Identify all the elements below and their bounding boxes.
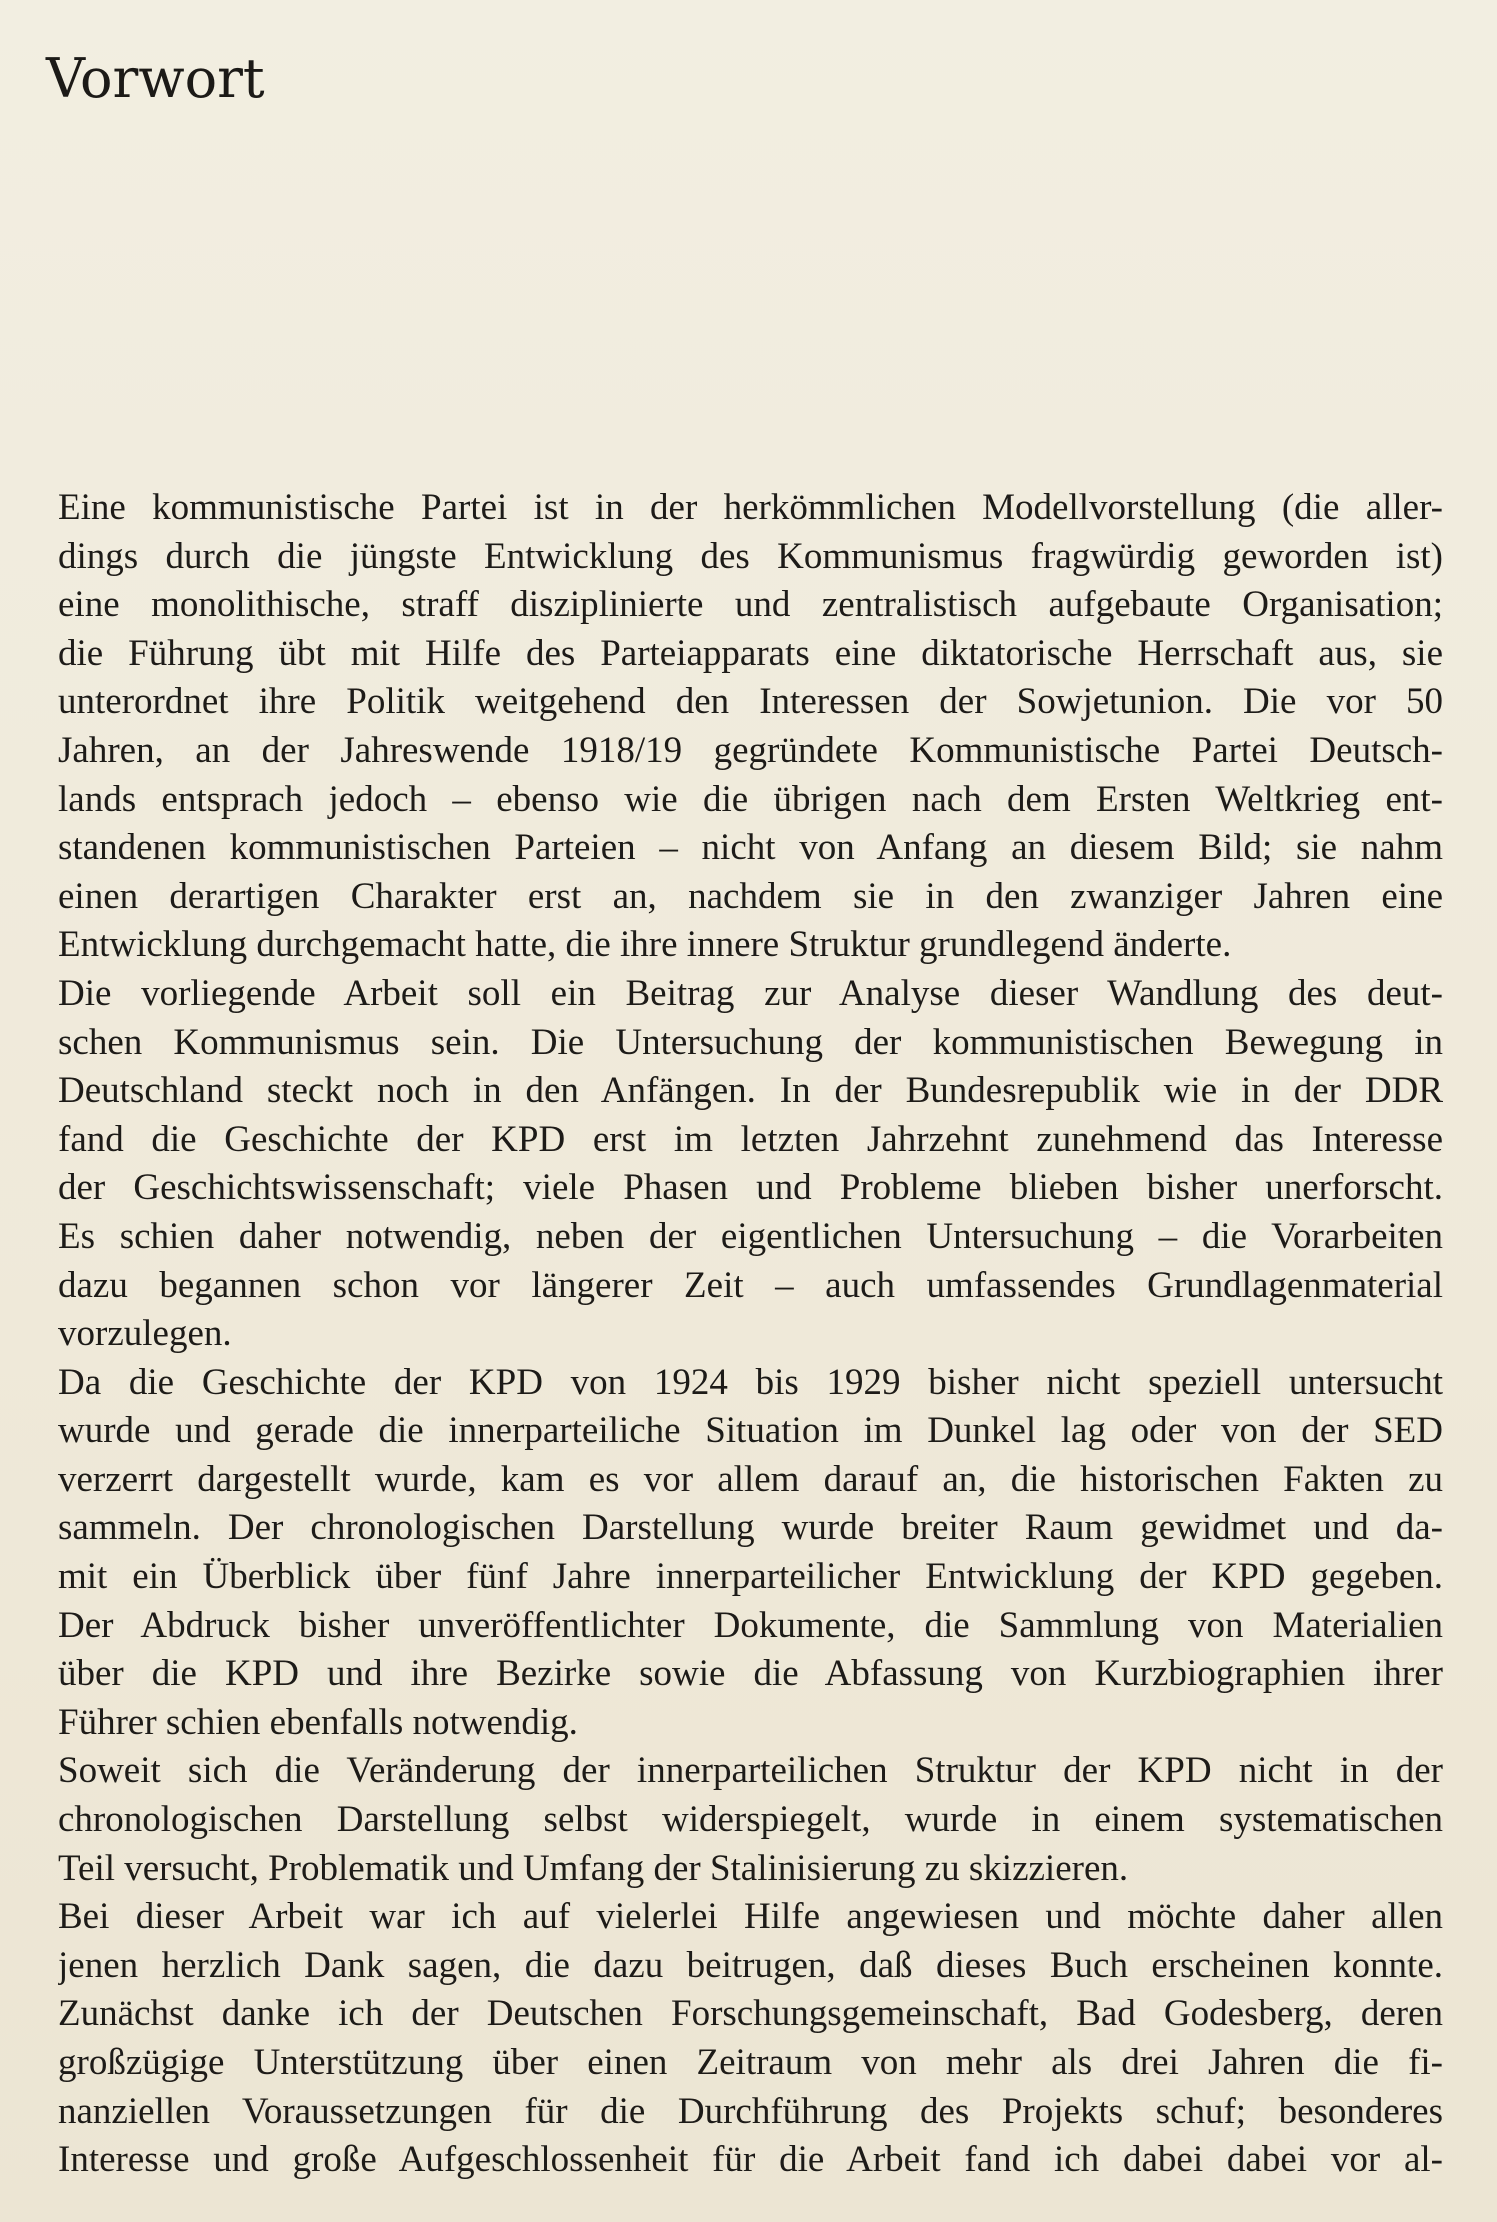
paragraph-1 — [58, 484, 1443, 970]
text-line: Deutschland steckt noch in den Anfängen. In der Bundesrepublik wie in der DDR — [58, 1070, 1443, 1112]
text-line: wurde und gerade die innerparteiliche Situation im Dunkel lag oder von der SED — [58, 1410, 1443, 1452]
text-line: Entwicklung durchgemacht hatte, die ihre innere Struktur grundlegend änderte. — [58, 924, 1232, 966]
text-line: Teil versucht, Problematik und Umfang der Stalinisierung zu skizzieren. — [58, 1847, 1129, 1889]
text-line: einen derartigen Charakter erst an, nachdem sie in den zwanziger Jahren eine — [58, 875, 1443, 917]
text-line: Jahren, an der Jahreswende 1918/19 gegründete Kommunistische Partei Deutsch- — [58, 729, 1443, 771]
text-line: chronologischen Darstellung selbst widerspiegelt, wurde in einem systematischen — [58, 1799, 1443, 1841]
text-line: dings durch die jüngste Entwicklung des Kommunismus fragwürdig geworden ist) — [58, 535, 1443, 577]
body-text — [58, 484, 1443, 2185]
text-line: Der Abdruck bisher unveröffentlichter Dokumente, die Sammlung von Materialien — [58, 1604, 1443, 1646]
text-line: großzügige Unterstützung über einen Zeitraum von mehr als drei Jahren die fi- — [58, 2042, 1443, 2083]
text-line: Die vorliegende Arbeit soll ein Beitrag zur Analyse dieser Wandlung des deut- — [58, 972, 1443, 1014]
text-line: unterordnet ihre Politik weitgehend den Interessen der Sowjetunion. Die vor 50 — [58, 681, 1443, 723]
text-line: eine monolithische, straff disziplinierte und zentralistisch aufgebaute Organisation; — [58, 584, 1443, 626]
text-line: Bei dieser Arbeit war ich auf vielerlei Hilfe angewiesen und möchte daher allen — [58, 1896, 1443, 1938]
text-line: Führer schien ebenfalls notwendig. — [58, 1701, 578, 1743]
text-line: vorzulegen. — [58, 1313, 232, 1355]
text-line: Da die Geschichte der KPD von 1924 bis 1929 bisher nicht speziell untersucht — [58, 1361, 1443, 1403]
paragraph-5 — [58, 1893, 1443, 2185]
text-line: dazu begannen schon vor längerer Zeit – auch umfassendes Grundlagenmaterial — [58, 1264, 1443, 1306]
paragraph-2 — [58, 970, 1443, 1359]
paragraph-3 — [58, 1359, 1443, 1748]
text-line: Zunächst danke ich der Deutschen Forschungsgemeinschaft, Bad Godesberg, deren — [58, 1993, 1443, 2035]
text-line: der Geschichtswissenschaft; viele Phasen und Probleme blieben bisher unerforscht. — [58, 1167, 1443, 1209]
text-line: fand die Geschichte der KPD erst im letzten Jahrzehnt zunehmend das Interesse — [58, 1118, 1443, 1160]
text-line: verzerrt dargestellt wurde, kam es vor allem darauf an, die historischen Fakten zu — [58, 1458, 1443, 1500]
text-line: Eine kommunistische Partei ist in der herkömmlichen Modellvorstellung (die aller- — [58, 487, 1443, 528]
text-line: die Führung übt mit Hilfe des Parteiapparats eine diktatorische Herrschaft aus, sie — [58, 632, 1443, 674]
text-line: Es schien daher notwendig, neben der eigentlichen Untersuchung – die Vorarbeiten — [58, 1215, 1443, 1257]
text-line: standenen kommunistischen Parteien – nicht von Anfang an diesem Bild; sie nahm — [58, 827, 1443, 869]
paragraph-4 — [58, 1747, 1443, 1893]
text-line: lands entsprach jedoch – ebenso wie die übrigen nach dem Ersten Weltkrieg ent- — [58, 778, 1443, 820]
text-line: über die KPD und ihre Bezirke sowie die Abfassung von Kurzbiographien ihrer — [58, 1653, 1443, 1695]
text-line: jenen herzlich Dank sagen, die dazu beitrugen, daß dieses Buch erscheinen konnte. — [58, 1944, 1443, 1986]
text-line: mit ein Überblick über fünf Jahre innerparteilicher Entwicklung der KPD gegeben. — [58, 1556, 1443, 1598]
text-line: Soweit sich die Veränderung der innerparteilichen Struktur der KPD nicht in der — [58, 1750, 1443, 1792]
text-line: sammeln. Der chronologischen Darstellung wurde breiter Raum gewidmet und da- — [58, 1507, 1443, 1549]
text-line: schen Kommunismus sein. Die Untersuchung der kommunistischen Bewegung in — [58, 1021, 1443, 1063]
text-line: nanziellen Voraussetzungen für die Durchführung des Projekts schuf; besonderes — [58, 2090, 1443, 2132]
page-title: Vorwort — [46, 47, 265, 110]
text-line: Interesse und große Aufgeschlossenheit für die Arbeit fand ich dabei dabei vor al- — [58, 2139, 1443, 2181]
